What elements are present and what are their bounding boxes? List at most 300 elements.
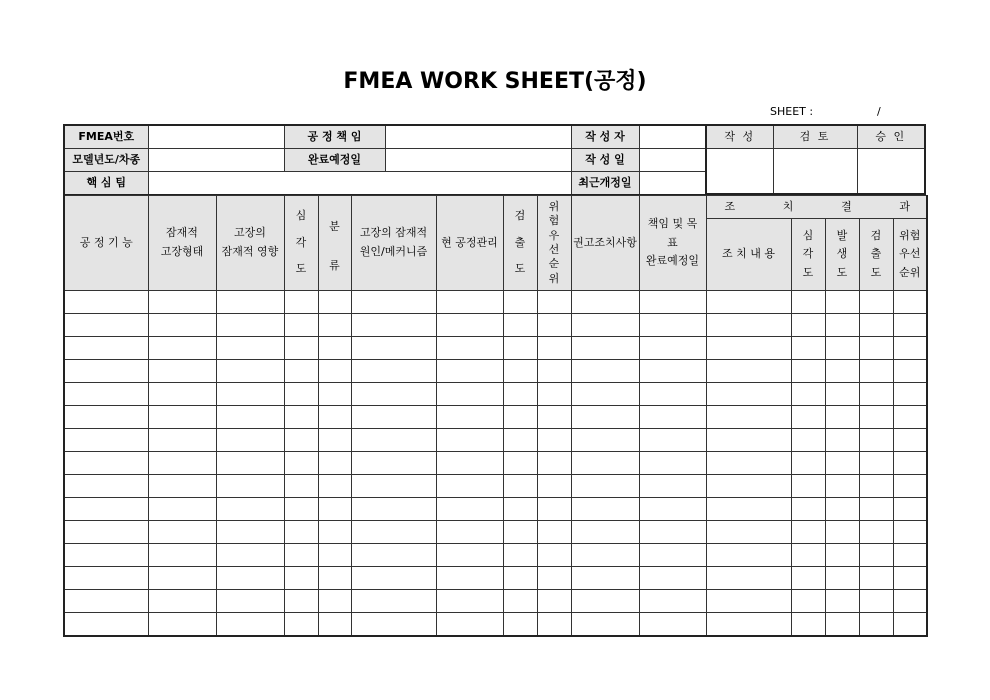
table-cell[interactable] bbox=[893, 406, 927, 429]
table-cell[interactable] bbox=[639, 613, 706, 637]
fmea-grid bbox=[63, 195, 928, 637]
col-failure-effect-line2: 잠재적 영향 bbox=[221, 245, 279, 258]
table-cell[interactable] bbox=[537, 475, 571, 498]
table-cell[interactable] bbox=[639, 544, 706, 567]
table-cell[interactable] bbox=[571, 544, 639, 567]
approval-approve-sign[interactable] bbox=[857, 149, 925, 195]
table-cell[interactable] bbox=[859, 291, 893, 314]
col-r-detection bbox=[859, 219, 893, 291]
table-cell[interactable] bbox=[351, 360, 436, 383]
table-cell[interactable] bbox=[503, 337, 537, 360]
table-cell[interactable] bbox=[318, 521, 351, 544]
table-row bbox=[64, 452, 927, 475]
model-year-field[interactable] bbox=[148, 149, 284, 172]
table-cell[interactable] bbox=[148, 406, 216, 429]
table-cell[interactable] bbox=[64, 383, 148, 406]
table-cell[interactable] bbox=[706, 291, 791, 314]
table-cell[interactable] bbox=[825, 360, 859, 383]
fmea-no-field[interactable] bbox=[148, 125, 284, 149]
table-cell[interactable] bbox=[537, 406, 571, 429]
table-cell[interactable] bbox=[503, 452, 537, 475]
due-date-field[interactable] bbox=[385, 149, 571, 172]
table-cell[interactable] bbox=[571, 383, 639, 406]
due-date-label: 완료예정일 bbox=[284, 149, 385, 172]
table-cell[interactable] bbox=[216, 590, 284, 613]
table-cell[interactable] bbox=[537, 452, 571, 475]
table-cell[interactable] bbox=[859, 498, 893, 521]
table-cell[interactable] bbox=[436, 291, 503, 314]
col-r-occurrence-c2: 생 bbox=[836, 247, 848, 261]
table-cell[interactable] bbox=[791, 613, 825, 637]
table-cell[interactable] bbox=[148, 544, 216, 567]
table-cell[interactable] bbox=[791, 314, 825, 337]
table-cell[interactable] bbox=[893, 521, 927, 544]
table-cell[interactable] bbox=[859, 406, 893, 429]
table-cell[interactable] bbox=[639, 383, 706, 406]
col-detection-c3: 도 bbox=[514, 262, 526, 276]
table-cell[interactable] bbox=[64, 613, 148, 637]
table-cell[interactable] bbox=[893, 452, 927, 475]
table-cell[interactable] bbox=[639, 567, 706, 590]
table-cell[interactable] bbox=[503, 406, 537, 429]
table-cell[interactable] bbox=[318, 567, 351, 590]
table-cell[interactable] bbox=[571, 521, 639, 544]
table-cell[interactable] bbox=[64, 452, 148, 475]
table-cell[interactable] bbox=[706, 429, 791, 452]
table-cell[interactable] bbox=[537, 498, 571, 521]
table-cell[interactable] bbox=[148, 383, 216, 406]
table-cell[interactable] bbox=[893, 613, 927, 637]
table-cell[interactable] bbox=[351, 314, 436, 337]
table-row bbox=[64, 314, 927, 337]
table-cell[interactable] bbox=[436, 521, 503, 544]
table-cell[interactable] bbox=[639, 521, 706, 544]
table-cell[interactable] bbox=[64, 314, 148, 337]
table-cell[interactable] bbox=[859, 429, 893, 452]
col-detection-c1: 검 bbox=[514, 209, 526, 223]
col-results-c1: 조 bbox=[724, 199, 736, 213]
table-cell[interactable] bbox=[284, 498, 318, 521]
table-cell[interactable] bbox=[64, 406, 148, 429]
table-cell[interactable] bbox=[64, 360, 148, 383]
table-cell[interactable] bbox=[351, 544, 436, 567]
table-cell[interactable] bbox=[791, 360, 825, 383]
table-cell[interactable] bbox=[825, 521, 859, 544]
approval-review-sign[interactable] bbox=[773, 149, 857, 195]
table-cell[interactable] bbox=[436, 360, 503, 383]
table-cell[interactable] bbox=[859, 314, 893, 337]
table-cell[interactable] bbox=[825, 291, 859, 314]
table-cell[interactable] bbox=[893, 337, 927, 360]
table-cell[interactable] bbox=[537, 337, 571, 360]
table-cell[interactable] bbox=[318, 590, 351, 613]
col-rpn-c5: 순 bbox=[548, 257, 560, 271]
table-cell[interactable] bbox=[706, 314, 791, 337]
table-cell[interactable] bbox=[148, 429, 216, 452]
col-action-taken: 조 치 내 용 bbox=[706, 219, 791, 291]
table-cell[interactable] bbox=[318, 383, 351, 406]
col-r-detection-c3: 도 bbox=[870, 265, 882, 279]
table-cell[interactable] bbox=[351, 475, 436, 498]
col-r-occurrence-c1: 발 bbox=[836, 228, 848, 242]
table-cell[interactable] bbox=[893, 498, 927, 521]
sheet-label: SHEET : bbox=[770, 105, 814, 118]
col-recommended-action: 권고조치사항 bbox=[571, 196, 639, 291]
table-cell[interactable] bbox=[893, 314, 927, 337]
table-cell[interactable] bbox=[216, 452, 284, 475]
core-team-field[interactable] bbox=[148, 172, 571, 196]
table-cell[interactable] bbox=[284, 337, 318, 360]
table-cell[interactable] bbox=[318, 498, 351, 521]
table-cell[interactable] bbox=[859, 337, 893, 360]
table-cell[interactable] bbox=[351, 452, 436, 475]
col-r-occurrence-c3: 도 bbox=[836, 265, 848, 279]
table-cell[interactable] bbox=[216, 544, 284, 567]
table-cell[interactable] bbox=[351, 337, 436, 360]
table-cell[interactable] bbox=[825, 406, 859, 429]
table-cell[interactable] bbox=[825, 383, 859, 406]
col-results-c4: 과 bbox=[899, 199, 910, 213]
table-cell[interactable] bbox=[706, 406, 791, 429]
col-classification-c1: 분 bbox=[329, 219, 340, 233]
table-cell[interactable] bbox=[571, 475, 639, 498]
written-date-label: 작 성 일 bbox=[571, 149, 639, 172]
table-cell[interactable] bbox=[893, 475, 927, 498]
table-cell[interactable] bbox=[284, 383, 318, 406]
table-cell[interactable] bbox=[537, 544, 571, 567]
table-cell[interactable] bbox=[825, 337, 859, 360]
table-cell[interactable] bbox=[571, 613, 639, 637]
table-cell[interactable] bbox=[216, 567, 284, 590]
table-cell[interactable] bbox=[436, 383, 503, 406]
table-cell[interactable] bbox=[351, 429, 436, 452]
table-cell[interactable] bbox=[436, 337, 503, 360]
table-cell[interactable] bbox=[825, 613, 859, 637]
table-cell[interactable] bbox=[537, 590, 571, 613]
table-cell[interactable] bbox=[148, 314, 216, 337]
col-cause-line1: 고장의 잠재적 bbox=[359, 226, 428, 240]
table-cell[interactable] bbox=[503, 475, 537, 498]
table-cell[interactable] bbox=[639, 452, 706, 475]
table-cell[interactable] bbox=[537, 383, 571, 406]
col-r-rpn-c1: 위험 bbox=[899, 228, 921, 242]
table-cell[interactable] bbox=[791, 567, 825, 590]
table-cell[interactable] bbox=[284, 475, 318, 498]
table-cell[interactable] bbox=[148, 291, 216, 314]
table-cell[interactable] bbox=[503, 498, 537, 521]
core-team-label: 핵 심 팀 bbox=[64, 172, 148, 196]
table-cell[interactable] bbox=[706, 544, 791, 567]
table-cell[interactable] bbox=[148, 498, 216, 521]
table-cell[interactable] bbox=[436, 590, 503, 613]
table-cell[interactable] bbox=[436, 452, 503, 475]
table-cell[interactable] bbox=[503, 429, 537, 452]
table-cell[interactable] bbox=[318, 452, 351, 475]
table-row bbox=[64, 613, 927, 637]
table-cell[interactable] bbox=[436, 314, 503, 337]
table-cell[interactable] bbox=[436, 406, 503, 429]
table-cell[interactable] bbox=[436, 613, 503, 637]
table-cell[interactable] bbox=[148, 452, 216, 475]
table-row bbox=[64, 544, 927, 567]
table-cell[interactable] bbox=[64, 291, 148, 314]
table-cell[interactable] bbox=[791, 406, 825, 429]
table-cell[interactable] bbox=[706, 613, 791, 637]
table-cell[interactable] bbox=[639, 475, 706, 498]
table-cell[interactable] bbox=[148, 337, 216, 360]
table-cell[interactable] bbox=[503, 383, 537, 406]
table-cell[interactable] bbox=[216, 314, 284, 337]
table-cell[interactable] bbox=[706, 475, 791, 498]
table-cell[interactable] bbox=[893, 544, 927, 567]
table-cell[interactable] bbox=[859, 383, 893, 406]
table-cell[interactable] bbox=[351, 613, 436, 637]
table-cell[interactable] bbox=[318, 544, 351, 567]
last-revision-field[interactable] bbox=[639, 172, 706, 196]
table-cell[interactable] bbox=[284, 544, 318, 567]
table-cell[interactable] bbox=[148, 475, 216, 498]
table-cell[interactable] bbox=[571, 429, 639, 452]
table-cell[interactable] bbox=[284, 360, 318, 383]
table-cell[interactable] bbox=[859, 521, 893, 544]
written-date-field[interactable] bbox=[639, 149, 706, 172]
table-cell[interactable] bbox=[148, 613, 216, 637]
table-cell[interactable] bbox=[639, 360, 706, 383]
table-cell[interactable] bbox=[859, 452, 893, 475]
table-cell[interactable] bbox=[148, 521, 216, 544]
table-cell[interactable] bbox=[436, 498, 503, 521]
table-cell[interactable] bbox=[571, 291, 639, 314]
table-cell[interactable] bbox=[537, 521, 571, 544]
table-cell[interactable] bbox=[64, 429, 148, 452]
table-cell[interactable] bbox=[859, 475, 893, 498]
table-cell[interactable] bbox=[859, 567, 893, 590]
table-cell[interactable] bbox=[148, 590, 216, 613]
table-cell[interactable] bbox=[893, 429, 927, 452]
page-title: FMEA WORK SHEET(공정) bbox=[343, 69, 647, 94]
col-r-rpn-c2: 우선 bbox=[899, 247, 921, 261]
table-cell[interactable] bbox=[284, 406, 318, 429]
table-cell[interactable] bbox=[571, 360, 639, 383]
table-cell[interactable] bbox=[351, 383, 436, 406]
col-r-rpn-c3: 순위 bbox=[899, 265, 921, 279]
table-cell[interactable] bbox=[791, 521, 825, 544]
table-cell[interactable] bbox=[571, 498, 639, 521]
table-cell[interactable] bbox=[571, 590, 639, 613]
table-cell[interactable] bbox=[791, 452, 825, 475]
table-cell[interactable] bbox=[64, 498, 148, 521]
table-cell[interactable] bbox=[284, 452, 318, 475]
table-cell[interactable] bbox=[436, 429, 503, 452]
table-cell[interactable] bbox=[791, 544, 825, 567]
col-failure-mode-line1: 잠재적 bbox=[166, 226, 198, 240]
table-row bbox=[64, 590, 927, 613]
table-cell[interactable] bbox=[216, 383, 284, 406]
table-cell[interactable] bbox=[706, 521, 791, 544]
table-cell[interactable] bbox=[216, 475, 284, 498]
col-cause bbox=[351, 196, 436, 291]
table-cell[interactable] bbox=[284, 521, 318, 544]
table-cell[interactable] bbox=[503, 544, 537, 567]
table-cell[interactable] bbox=[571, 452, 639, 475]
table-cell[interactable] bbox=[318, 613, 351, 637]
table-cell[interactable] bbox=[639, 429, 706, 452]
table-cell[interactable] bbox=[318, 337, 351, 360]
table-cell[interactable] bbox=[351, 567, 436, 590]
table-cell[interactable] bbox=[571, 337, 639, 360]
col-rpn-c1: 위 bbox=[548, 200, 560, 214]
table-cell[interactable] bbox=[284, 429, 318, 452]
table-cell[interactable] bbox=[351, 521, 436, 544]
table-cell[interactable] bbox=[825, 567, 859, 590]
table-cell[interactable] bbox=[64, 590, 148, 613]
table-cell[interactable] bbox=[64, 521, 148, 544]
table-cell[interactable] bbox=[706, 360, 791, 383]
table-cell[interactable] bbox=[284, 314, 318, 337]
col-responsibility-line2: 표 bbox=[667, 235, 678, 249]
table-cell[interactable] bbox=[825, 544, 859, 567]
col-r-severity-c3: 도 bbox=[802, 265, 814, 279]
table-cell[interactable] bbox=[639, 498, 706, 521]
table-cell[interactable] bbox=[893, 291, 927, 314]
table-cell[interactable] bbox=[503, 314, 537, 337]
table-cell[interactable] bbox=[825, 452, 859, 475]
col-current-control: 현 공정관리 bbox=[436, 196, 503, 291]
table-cell[interactable] bbox=[791, 429, 825, 452]
table-cell[interactable] bbox=[537, 567, 571, 590]
table-cell[interactable] bbox=[318, 291, 351, 314]
table-cell[interactable] bbox=[216, 498, 284, 521]
table-cell[interactable] bbox=[216, 521, 284, 544]
table-cell[interactable] bbox=[859, 613, 893, 637]
table-cell[interactable] bbox=[284, 590, 318, 613]
col-r-severity bbox=[791, 219, 825, 291]
table-cell[interactable] bbox=[859, 544, 893, 567]
table-cell[interactable] bbox=[284, 291, 318, 314]
table-cell[interactable] bbox=[537, 314, 571, 337]
approval-review-label: 검 토 bbox=[773, 125, 857, 149]
table-cell[interactable] bbox=[706, 590, 791, 613]
col-rpn-c4: 선 bbox=[548, 243, 560, 256]
table-cell[interactable] bbox=[436, 567, 503, 590]
fmea-no-label: FMEA번호 bbox=[64, 125, 148, 149]
table-row bbox=[64, 383, 927, 406]
table-cell[interactable] bbox=[825, 590, 859, 613]
table-cell[interactable] bbox=[318, 429, 351, 452]
author-field[interactable] bbox=[639, 125, 706, 149]
table-cell[interactable] bbox=[351, 406, 436, 429]
table-cell[interactable] bbox=[318, 406, 351, 429]
table-cell[interactable] bbox=[639, 590, 706, 613]
table-cell[interactable] bbox=[706, 452, 791, 475]
table-cell[interactable] bbox=[859, 360, 893, 383]
table-row bbox=[64, 498, 927, 521]
table-cell[interactable] bbox=[503, 291, 537, 314]
table-cell[interactable] bbox=[64, 475, 148, 498]
table-cell[interactable] bbox=[791, 291, 825, 314]
table-cell[interactable] bbox=[791, 475, 825, 498]
table-cell[interactable] bbox=[639, 314, 706, 337]
process-owner-label: 공 정 책 임 bbox=[284, 125, 385, 149]
table-cell[interactable] bbox=[537, 429, 571, 452]
table-cell[interactable] bbox=[825, 475, 859, 498]
table-cell[interactable] bbox=[351, 291, 436, 314]
table-cell[interactable] bbox=[148, 360, 216, 383]
table-cell[interactable] bbox=[503, 360, 537, 383]
table-cell[interactable] bbox=[791, 383, 825, 406]
col-severity-c2: 각 bbox=[295, 235, 307, 249]
table-cell[interactable] bbox=[706, 383, 791, 406]
table-cell[interactable] bbox=[571, 567, 639, 590]
table-cell[interactable] bbox=[503, 521, 537, 544]
approval-write-label: 작 성 bbox=[706, 125, 773, 149]
col-results-c2: 치 bbox=[782, 199, 794, 213]
table-cell[interactable] bbox=[216, 613, 284, 637]
table-cell[interactable] bbox=[537, 360, 571, 383]
table-cell[interactable] bbox=[706, 567, 791, 590]
table-cell[interactable] bbox=[503, 590, 537, 613]
table-cell[interactable] bbox=[351, 590, 436, 613]
table-cell[interactable] bbox=[859, 590, 893, 613]
table-cell[interactable] bbox=[148, 567, 216, 590]
table-cell[interactable] bbox=[64, 337, 148, 360]
table-cell[interactable] bbox=[216, 429, 284, 452]
table-cell[interactable] bbox=[284, 567, 318, 590]
table-cell[interactable] bbox=[825, 429, 859, 452]
table-cell[interactable] bbox=[893, 590, 927, 613]
table-cell[interactable] bbox=[893, 567, 927, 590]
table-cell[interactable] bbox=[639, 291, 706, 314]
table-cell[interactable] bbox=[318, 314, 351, 337]
table-cell[interactable] bbox=[825, 498, 859, 521]
table-cell[interactable] bbox=[216, 337, 284, 360]
author-label: 작 성 자 bbox=[571, 125, 639, 149]
table-cell[interactable] bbox=[436, 544, 503, 567]
table-cell[interactable] bbox=[825, 314, 859, 337]
process-owner-field[interactable] bbox=[385, 125, 571, 149]
approval-write-sign[interactable] bbox=[706, 149, 773, 195]
table-cell[interactable] bbox=[706, 337, 791, 360]
table-cell[interactable] bbox=[64, 544, 148, 567]
table-cell[interactable] bbox=[706, 498, 791, 521]
table-cell[interactable] bbox=[216, 360, 284, 383]
table-cell[interactable] bbox=[216, 406, 284, 429]
table-cell[interactable] bbox=[216, 291, 284, 314]
table-cell[interactable] bbox=[64, 567, 148, 590]
table-cell[interactable] bbox=[503, 613, 537, 637]
table-cell[interactable] bbox=[284, 613, 318, 637]
approval-table bbox=[705, 124, 926, 195]
table-cell[interactable] bbox=[791, 337, 825, 360]
table-cell[interactable] bbox=[893, 360, 927, 383]
table-cell[interactable] bbox=[537, 613, 571, 637]
table-cell[interactable] bbox=[791, 498, 825, 521]
table-cell[interactable] bbox=[503, 567, 537, 590]
table-cell[interactable] bbox=[893, 383, 927, 406]
table-cell[interactable] bbox=[318, 360, 351, 383]
table-cell[interactable] bbox=[436, 475, 503, 498]
table-cell[interactable] bbox=[639, 337, 706, 360]
table-cell[interactable] bbox=[318, 475, 351, 498]
table-cell[interactable] bbox=[639, 406, 706, 429]
table-cell[interactable] bbox=[791, 590, 825, 613]
col-rpn-c3: 우 bbox=[548, 228, 560, 242]
table-cell[interactable] bbox=[571, 314, 639, 337]
table-row bbox=[64, 291, 927, 314]
table-cell[interactable] bbox=[537, 291, 571, 314]
table-cell[interactable] bbox=[351, 498, 436, 521]
table-cell[interactable] bbox=[571, 406, 639, 429]
